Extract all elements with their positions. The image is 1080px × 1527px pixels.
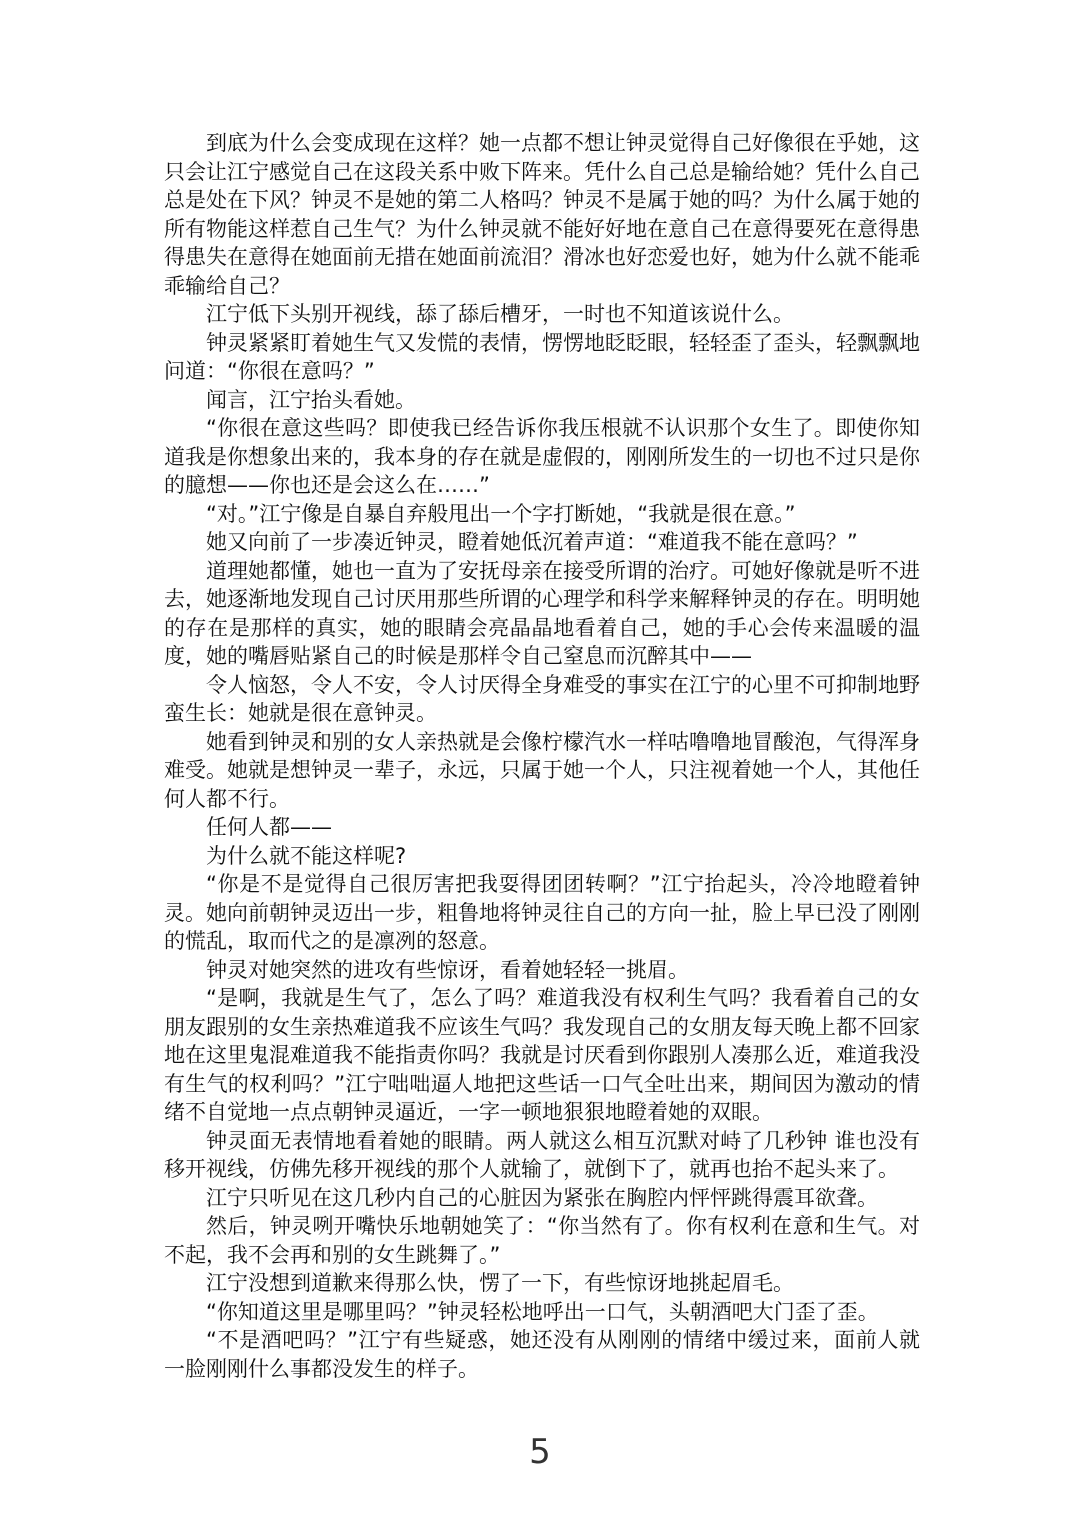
paragraph: 钟灵面无表情地看着她的眼睛。两人就这么相互沉默对峙了几秒钟 谁也没有移开视线，仿佛先移开视线的那个人就输了，就倒下了，就再也抬不起头来了。 bbox=[164, 1128, 920, 1181]
paragraph: 她看到钟灵和别的女人亲热就是会像柠檬汽水一样咕噜噜地冒酸泡，气得浑身难受。她就是想钟灵一辈子，永远，只属于她一个人，只注视着她一个人，其他任何人都不行。 bbox=[164, 729, 920, 811]
paragraph: 江宁没想到道歉来得那么快，愣了一下，有些惊讶地挑起眉毛。 bbox=[206, 1271, 794, 1295]
page-number: 5 bbox=[529, 1432, 551, 1472]
paragraph: 她又向前了一步凑近钟灵，瞪着她低沉着声道：“难道我不能在意吗？” bbox=[206, 530, 858, 554]
paragraph: 然后，钟灵咧开嘴快乐地朝她笑了：“你当然有了。你有权利在意和生气。对不起，我不会再和别的女生跳舞了。” bbox=[164, 1214, 920, 1267]
paragraph: 道理她都懂，她也一直为了安抚母亲在接受所谓的治疗。可她好像就是听不进去，她逐渐地发现自己讨厌用那些所谓的心理学和科学来解释钟灵的存在。明明她的存在是那样的真实，她的眼睛会亮晶晶地看着自己，她的手心会传来温暖的温度，她的嘴唇贴紧自己的时候是那样令自己窒息而沉醉其中—— bbox=[164, 558, 920, 668]
paragraph: 任何人都—— bbox=[206, 815, 332, 839]
paragraph: 江宁只听见在这几秒内自己的心脏因为紧张在胸腔内怦怦跳得震耳欲聋。 bbox=[206, 1185, 878, 1210]
paragraph: “不是酒吧吗？”江宁有些疑惑，她还没有从刚刚的情绪中缓过来，面前人就一脸刚刚什么事都没发生的样子。 bbox=[164, 1328, 920, 1381]
paragraph: “对。”江宁像是自暴自弃般甩出一个字打断她，“我就是很在意。” bbox=[206, 501, 796, 526]
paragraph: 江宁低下头别开视线，舔了舔后槽牙，一时也不知道该说什么。 bbox=[206, 302, 794, 326]
paragraph: 钟灵紧紧盯着她生气又发慌的表情，愣愣地眨眨眼，轻轻歪了歪头，轻飘飘地问道：“你很在意吗？” bbox=[164, 330, 920, 383]
paragraph: 钟灵对她突然的进攻有些惊讶，看着她轻轻一挑眉。 bbox=[206, 957, 689, 982]
paragraph: 令人恼怒，令人不安，令人讨厌得全身难受的事实在江宁的心里不可抑制地野蛮生长：她就是很在意钟灵。 bbox=[164, 672, 920, 725]
paragraph: 到底为什么会变成现在这样？她一点都不想让钟灵觉得自己好像很在乎她，这只会让江宁感觉自己在这段关系中败下阵来。凭什么自己总是输给她？凭什么自己总是处在下风？钟灵不是她的第二人格吗？钟灵不是属于她的吗？为什么属于她的所有物能这样惹自己生气？为什么钟灵就不能好好地在意自己在意得要死在意得患得患失在意得在她面前无措在她面前流泪？滑冰也好恋爱也好，她为什么就不能乖乖输给自己？ bbox=[164, 131, 920, 298]
paragraph: “你很在意这些吗？即使我已经告诉你我压根就不认识那个女生了。即使你知道我是你想象出来的，我本身的存在就是虚假的，刚刚所发生的一切也不过只是你的臆想——你也还是会这么在……” bbox=[164, 416, 920, 497]
page-body-text bbox=[164, 129, 920, 1383]
paragraph: 为什么就不能这样呢? bbox=[206, 843, 407, 868]
paragraph: “你知道这里是哪里吗？”钟灵轻松地呼出一口气，头朝酒吧大门歪了歪。 bbox=[206, 1299, 879, 1324]
paragraph: “你是不是觉得自己很厉害把我耍得团团转啊？”江宁抬起头，冷冷地瞪着钟灵。她向前朝钟灵迈出一步，粗鲁地将钟灵往自己的方向一扯，脸上早已没了刚刚的慌乱，取而代之的是凛冽的怒意。 bbox=[164, 872, 920, 953]
paragraph: 闻言，江宁抬头看她。 bbox=[206, 387, 416, 412]
paragraph: “是啊，我就是生气了，怎么了吗？难道我没有权利生气吗？我看着自己的女朋友跟别的女生亲热难道我不应该生气吗？我发现自己的女朋友每天晚上都不回家地在这里鬼混难道我不能指责你吗？我就是讨厌看到你跟别人凑那么近，难道我没有生气的权利吗？”江宁咄咄逼人地把这些话一口气全吐出来，期间因为激动的情绪不自觉地一点点朝钟灵逼近，一字一顿地狠狠地瞪着她的双眼。 bbox=[164, 986, 920, 1124]
